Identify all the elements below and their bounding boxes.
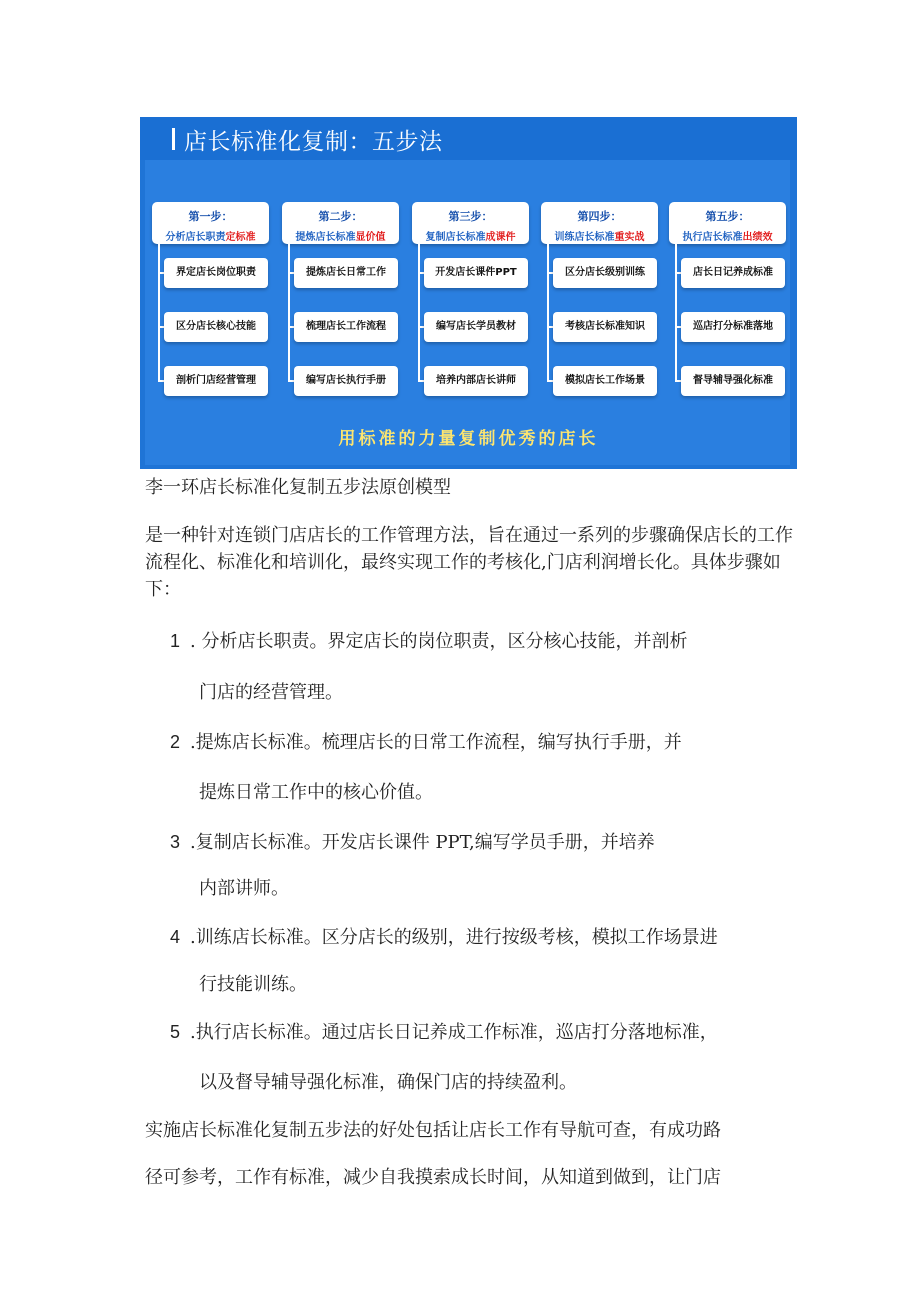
step-name: [152, 228, 269, 243]
list-item: [170, 923, 800, 949]
list-number: 4: [170, 927, 181, 947]
step-item: 编写店长执行手册: [294, 366, 398, 396]
step-number: 第一步：: [188, 210, 233, 223]
list-item-continuation: 以及督导辅导强化标准，确保门店的持续盈利。: [199, 1072, 577, 1093]
step-item: 剖析门店经营管理: [164, 366, 268, 396]
step-name-highlight: 成课件: [485, 232, 516, 243]
step-item: 店长日记养成标准: [681, 258, 785, 288]
step-column: [282, 202, 399, 422]
step-item: 界定店长岗位职责: [164, 258, 268, 288]
step-name-text: 训练店长标准: [554, 232, 615, 243]
banner-header: [140, 117, 797, 160]
step-column: [152, 202, 269, 422]
connector-line: [418, 244, 420, 382]
intro-paragraph: 是一种针对连锁门店店长的工作管理方法，旨在通过一系列的步骤确保店长的工作流程化、标准化和培训化，最终实现工作的考核化,门店利润增长化。具体步骤如下：: [145, 525, 793, 600]
step-item: 巡店打分标准落地: [681, 312, 785, 342]
outro-line: 实施店长标准化复制五步法的好处包括让店长工作有导航可查，有成功路: [145, 1120, 721, 1141]
step-header: [282, 202, 399, 244]
step-name: [669, 228, 786, 243]
list-text: .提炼店长标准。梳理店长的日常工作流程，编写执行手册，并: [190, 732, 682, 753]
step-name: [541, 228, 658, 243]
list-text: .复制店长标准。开发店长课件 PPT,编写学员手册，并培养: [190, 832, 655, 853]
step-name-text: 分析店长职责: [165, 232, 226, 243]
list-text: .执行店长标准。通过店长日记养成工作标准，巡店打分落地标准，: [190, 1022, 718, 1043]
step-item: 区分店长核心技能: [164, 312, 268, 342]
step-number: 第三步：: [448, 210, 493, 223]
list-number: 1: [170, 631, 181, 651]
step-name-highlight: 重实战: [614, 232, 645, 243]
list-item: [170, 1018, 800, 1044]
list-item: [170, 627, 800, 653]
list-number: 5: [170, 1022, 181, 1042]
connector-line: [675, 244, 677, 382]
title-accent-bar: [172, 128, 175, 150]
step-name-text: 提炼店长标准: [295, 232, 356, 243]
connector-line: [158, 244, 160, 382]
step-number: 第五步：: [705, 210, 750, 223]
step-item: 培养内部店长讲师: [424, 366, 528, 396]
step-header: [541, 202, 658, 244]
step-column: [669, 202, 786, 422]
banner-slogan: 用标准的力量复制优秀的店长: [338, 429, 599, 449]
list-item: [170, 828, 800, 854]
step-item: 考核店长标准知识: [553, 312, 657, 342]
connector-line: [547, 244, 549, 382]
five-step-banner: [140, 117, 797, 469]
step-name-text: 复制店长标准: [425, 232, 486, 243]
list-item-continuation: 行技能训练。: [199, 974, 307, 995]
step-header: [669, 202, 786, 244]
list-number: 2: [170, 732, 181, 752]
list-item-continuation: 门店的经营管理。: [199, 682, 343, 703]
step-header: [412, 202, 529, 244]
list-text: .训练店长标准。区分店长的级别，进行按级考核，模拟工作场景进: [190, 927, 718, 948]
step-column: [412, 202, 529, 422]
step-item: 模拟店长工作场景: [553, 366, 657, 396]
list-item-continuation: 提炼日常工作中的核心价值。: [199, 782, 433, 803]
outro-line: 径可参考，工作有标准，减少自我摸索成长时间，从知道到做到，让门店: [145, 1167, 721, 1188]
step-number: 第二步：: [318, 210, 363, 223]
step-name: [282, 228, 399, 243]
figure-caption: 李一环店长标准化复制五步法原创模型: [145, 477, 451, 498]
connector-line: [288, 244, 290, 382]
step-name-highlight: 显价值: [355, 232, 386, 243]
step-item: 梳理店长工作流程: [294, 312, 398, 342]
step-name-highlight: 出绩效: [742, 232, 773, 243]
list-number: 3: [170, 832, 181, 852]
step-name: [412, 228, 529, 243]
step-item: 开发店长课件PPT: [424, 258, 528, 288]
list-item-continuation: 内部讲师。: [199, 878, 289, 899]
step-item: 编写店长学员教材: [424, 312, 528, 342]
list-item: [170, 728, 800, 754]
step-number: 第四步：: [577, 210, 622, 223]
step-item: 提炼店长日常工作: [294, 258, 398, 288]
list-text: . 分析店长职责。界定店长的岗位职责，区分核心技能，并剖析: [190, 631, 688, 652]
step-item: 区分店长级别训练: [553, 258, 657, 288]
step-header: [152, 202, 269, 244]
step-name-text: 执行店长标准: [682, 232, 743, 243]
banner-title: 店长标准化复制：五步法: [184, 129, 443, 155]
step-column: [541, 202, 658, 422]
step-name-highlight: 定标准: [225, 232, 256, 243]
step-item: 督导辅导强化标准: [681, 366, 785, 396]
